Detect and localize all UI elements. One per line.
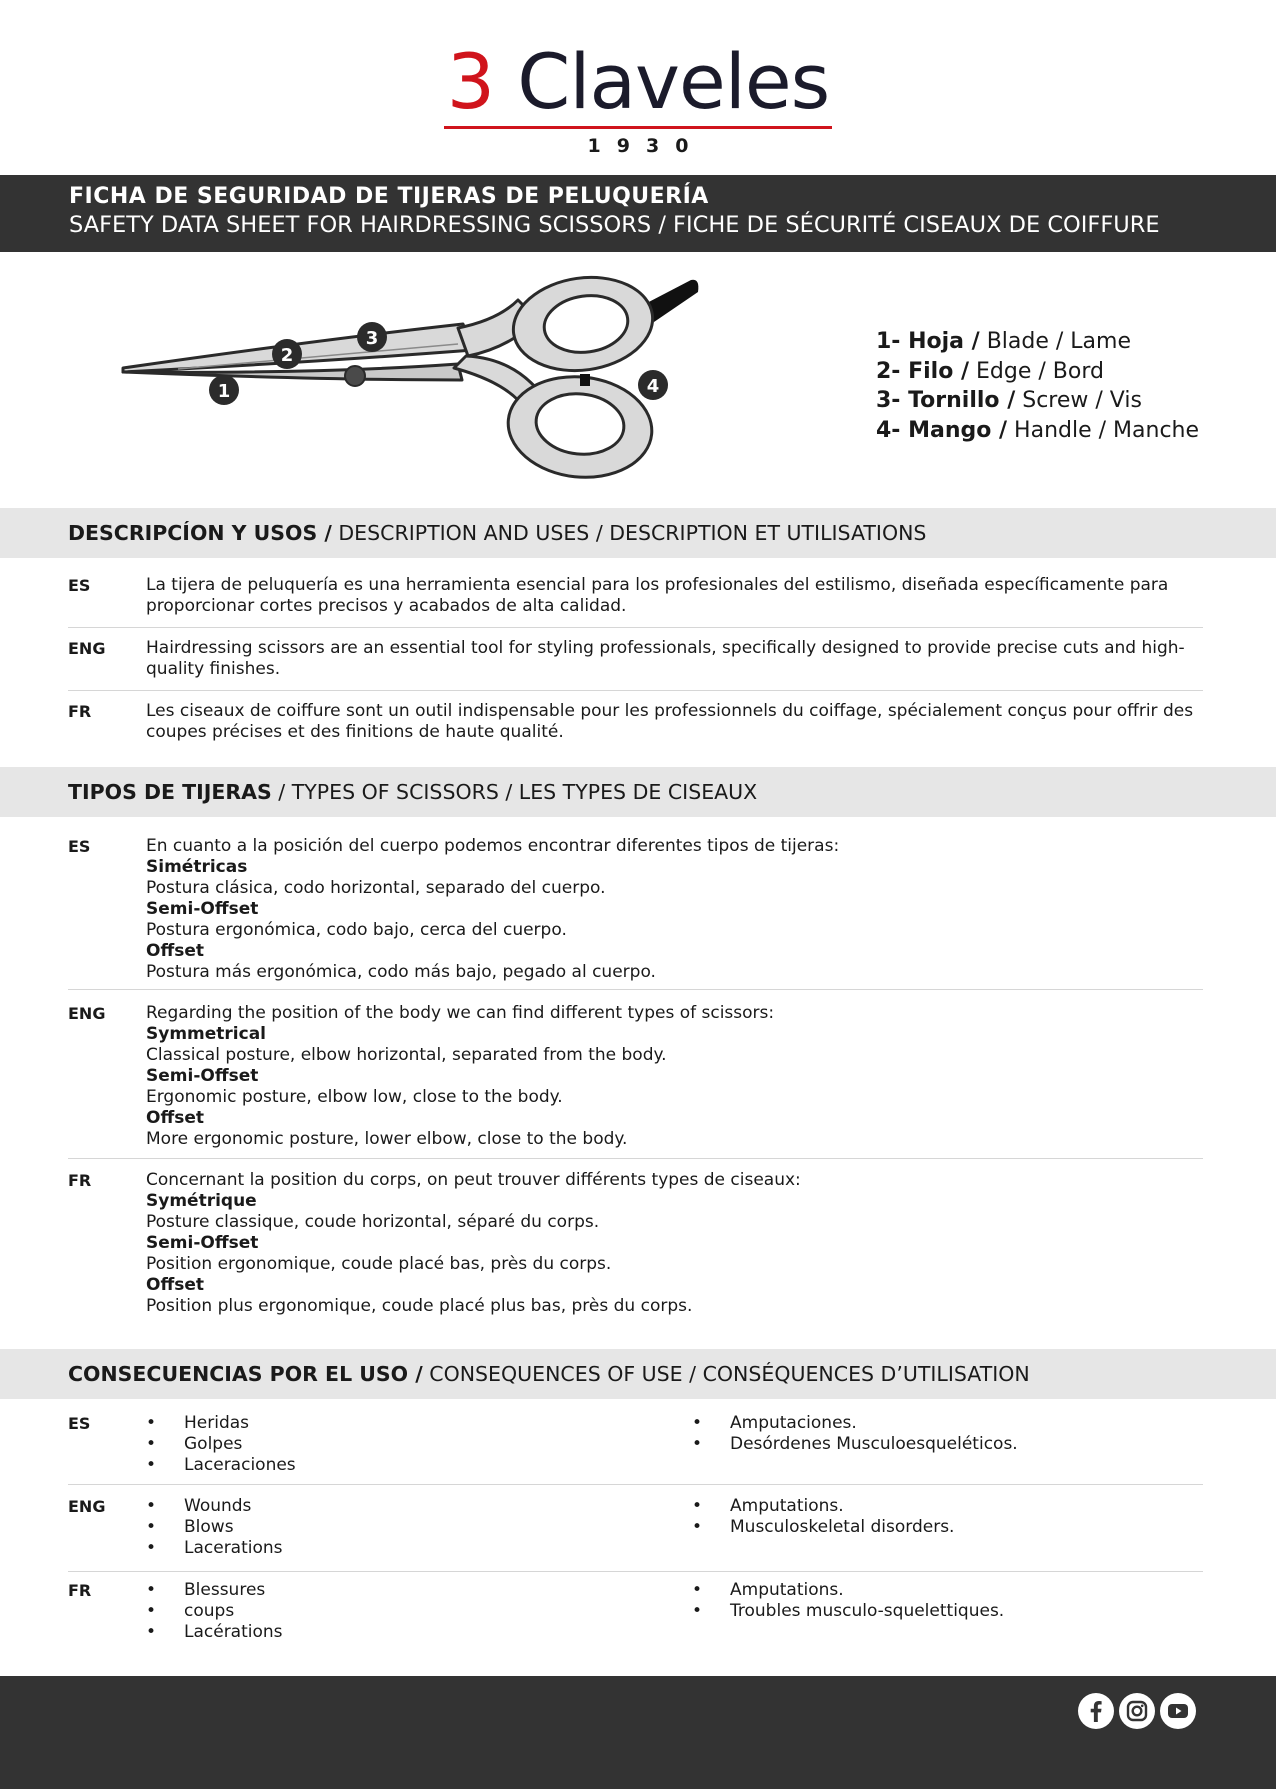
divider	[68, 989, 1203, 990]
facebook-icon[interactable]	[1078, 1693, 1114, 1729]
list-item: • Lacerations	[146, 1538, 283, 1559]
type-name: Simétricas	[146, 857, 248, 877]
type-name: Symétrique	[146, 1191, 257, 1211]
type-desc: Posture classique, coude horizontal, séparé du corps.	[146, 1212, 600, 1232]
type-desc: Classical posture, elbow horizontal, separated from the body.	[146, 1045, 667, 1065]
type-name: Offset	[146, 1275, 204, 1295]
instagram-icon[interactable]	[1119, 1693, 1155, 1729]
section-types-header: TIPOS DE TIJERAS / TYPES OF SCISSORS / LES TYPES DE CISEAUX	[0, 767, 1276, 817]
lang-label: ES	[68, 576, 91, 595]
type-desc: Postura ergonómica, codo bajo, cerca del cuerpo.	[146, 920, 567, 940]
list-item: • Blows	[146, 1517, 283, 1538]
brand-number: 3	[446, 37, 495, 126]
list-item: • Troubles musculo-squelettiques.	[692, 1601, 1004, 1622]
section-description-header: DESCRIPCÍON Y USOS / DESCRIPTION AND USES / DESCRIPTION ET UTILISATIONS	[0, 508, 1276, 558]
description-text: La tijera de peluquería es una herramienta esencial para los profesionales del estilismo, diseñada específicamente para proporcionar cortes precisos y acabados de alta calidad.	[146, 575, 1169, 616]
consequences-list-right	[692, 1496, 954, 1538]
svg-text:2: 2	[280, 345, 294, 366]
type-name: Offset	[146, 1108, 204, 1128]
lang-label: FR	[68, 702, 92, 721]
lang-label: ENG	[68, 1004, 106, 1023]
lang-label: ENG	[68, 639, 106, 658]
list-item: • Laceraciones	[146, 1455, 296, 1476]
divider	[68, 1571, 1203, 1572]
list-item: • Golpes	[146, 1434, 296, 1455]
marker-2	[272, 339, 302, 369]
svg-text:3: 3	[365, 328, 379, 349]
types-intro: Regarding the position of the body we can find different types of scissors:	[146, 1003, 775, 1023]
consequences-list-left	[146, 1496, 283, 1559]
marker-1	[209, 375, 239, 405]
list-item: • Musculoskeletal disorders.	[692, 1517, 954, 1538]
scissors-diagram	[118, 272, 708, 487]
types-text	[146, 1170, 1203, 1317]
brand-year: 1930	[587, 135, 705, 157]
scissors-illustration	[123, 272, 698, 484]
consequences-list-right	[692, 1580, 1004, 1622]
type-desc: Postura más ergonómica, codo más bajo, pegado al cuerpo.	[146, 962, 656, 982]
brand-name: Claveles	[517, 37, 830, 126]
type-name: Semi-Offset	[146, 899, 259, 919]
svg-text:1: 1	[217, 381, 231, 402]
list-item: • Amputations.	[692, 1496, 954, 1517]
lang-label: FR	[68, 1171, 92, 1190]
description-text: Hairdressing scissors are an essential tool for styling professionals, specifically designed to provide precise cuts and high-quality finishes.	[146, 638, 1185, 679]
type-name: Offset	[146, 941, 204, 961]
type-desc: Position plus ergonomique, coude placé plus bas, près du corps.	[146, 1296, 693, 1316]
brand-wordmark	[0, 37, 1276, 126]
list-item: • Amputations.	[692, 1580, 1004, 1601]
title-translations: SAFETY DATA SHEET FOR HAIRDRESSING SCISSORS / FICHE DE SÉCURITÉ CISEAUX DE COIFFURE	[69, 212, 1160, 238]
type-desc: More ergonomic posture, lower elbow, close to the body.	[146, 1129, 628, 1149]
divider	[68, 1158, 1203, 1159]
consequences-list-right	[692, 1413, 1018, 1455]
type-desc: Postura clásica, codo horizontal, separado del cuerpo.	[146, 878, 606, 898]
list-item: • coups	[146, 1601, 283, 1622]
marker-4	[638, 370, 668, 400]
youtube-icon[interactable]	[1160, 1693, 1196, 1729]
list-item: • Desórdenes Musculoesqueléticos.	[692, 1434, 1018, 1455]
lang-label: ENG	[68, 1497, 106, 1516]
type-name: Symmetrical	[146, 1024, 266, 1044]
type-name: Semi-Offset	[146, 1233, 259, 1253]
parts-legend	[876, 327, 1199, 445]
list-item: • Wounds	[146, 1496, 283, 1517]
lang-label: ES	[68, 837, 91, 856]
types-intro: Concernant la position du corps, on peut trouver différents types de ciseaux:	[146, 1170, 801, 1190]
types-text	[146, 836, 1203, 983]
part-screw: 3- Tornillo / Screw / Vis	[876, 388, 1142, 413]
consequences-list-left	[146, 1413, 296, 1476]
divider	[68, 690, 1203, 691]
brand-underline	[444, 126, 832, 129]
marker-3	[357, 322, 387, 352]
consequences-list-left	[146, 1580, 283, 1643]
types-text	[146, 1003, 1203, 1150]
divider	[68, 627, 1203, 628]
types-intro: En cuanto a la posición del cuerpo podemos encontrar diferentes tipos de tijeras:	[146, 836, 840, 856]
divider	[68, 1484, 1203, 1485]
part-edge: 2- Filo / Edge / Bord	[876, 358, 1104, 384]
svg-text:4: 4	[646, 376, 660, 397]
part-blade: 1- Hoja / Blade / Lame	[876, 329, 1132, 354]
type-desc: Ergonomic posture, elbow low, close to the body.	[146, 1087, 563, 1107]
brand-logo	[0, 37, 1276, 157]
title-banner	[0, 175, 1276, 252]
list-item: • Heridas	[146, 1413, 296, 1434]
type-desc: Position ergonomique, coude placé bas, près du corps.	[146, 1254, 612, 1274]
list-item: • Lacérations	[146, 1622, 283, 1643]
type-name: Semi-Offset	[146, 1066, 259, 1086]
part-handle: 4- Mango / Handle / Manche	[876, 417, 1200, 443]
list-item: • Amputaciones.	[692, 1413, 1018, 1434]
description-text: Les ciseaux de coiffure sont un outil indispensable pour les professionnels du coiffage, spécialement conçus pour offrir des coupes précises et des finitions de haute qualité.	[146, 701, 1194, 742]
section-consequences-header: CONSECUENCIAS POR EL USO / CONSEQUENCES OF USE / CONSÉQUENCES D’UTILISATION	[0, 1349, 1276, 1399]
list-item: • Blessures	[146, 1580, 283, 1601]
title-spanish: FICHA DE SEGURIDAD DE TIJERAS DE PELUQUERÍA	[69, 184, 709, 209]
lang-label: ES	[68, 1414, 91, 1433]
lang-label: FR	[68, 1581, 92, 1600]
